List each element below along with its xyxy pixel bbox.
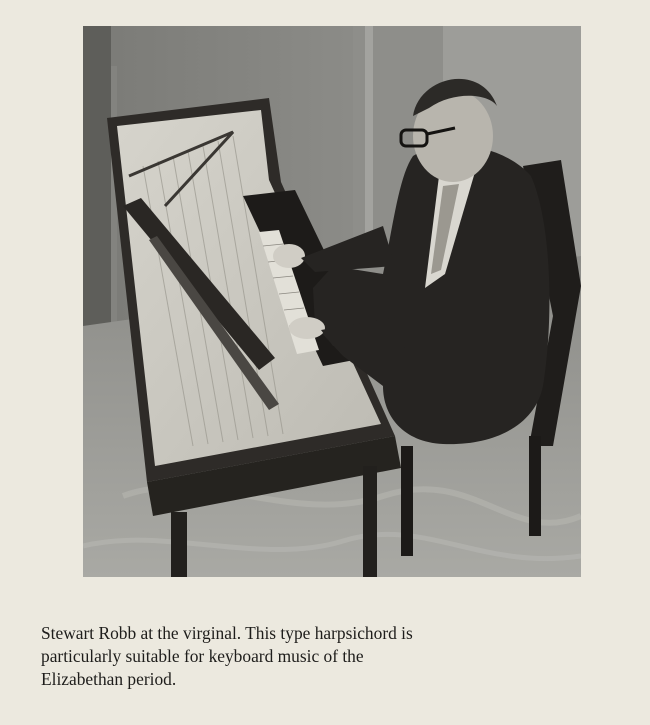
- photograph-man-playing-virginal: [83, 26, 581, 577]
- caption-line: Elizabethan period.: [41, 669, 177, 689]
- man-hand: [273, 244, 305, 268]
- caption-line: particularly suitable for keyboard music of the: [41, 646, 364, 666]
- man-hand: [289, 317, 325, 339]
- virginal-leg: [171, 512, 187, 577]
- caption-line: Stewart Robb at the virginal. This type harpsichord is: [41, 623, 413, 643]
- photo-caption: [41, 622, 641, 691]
- virginal-leg: [363, 466, 377, 577]
